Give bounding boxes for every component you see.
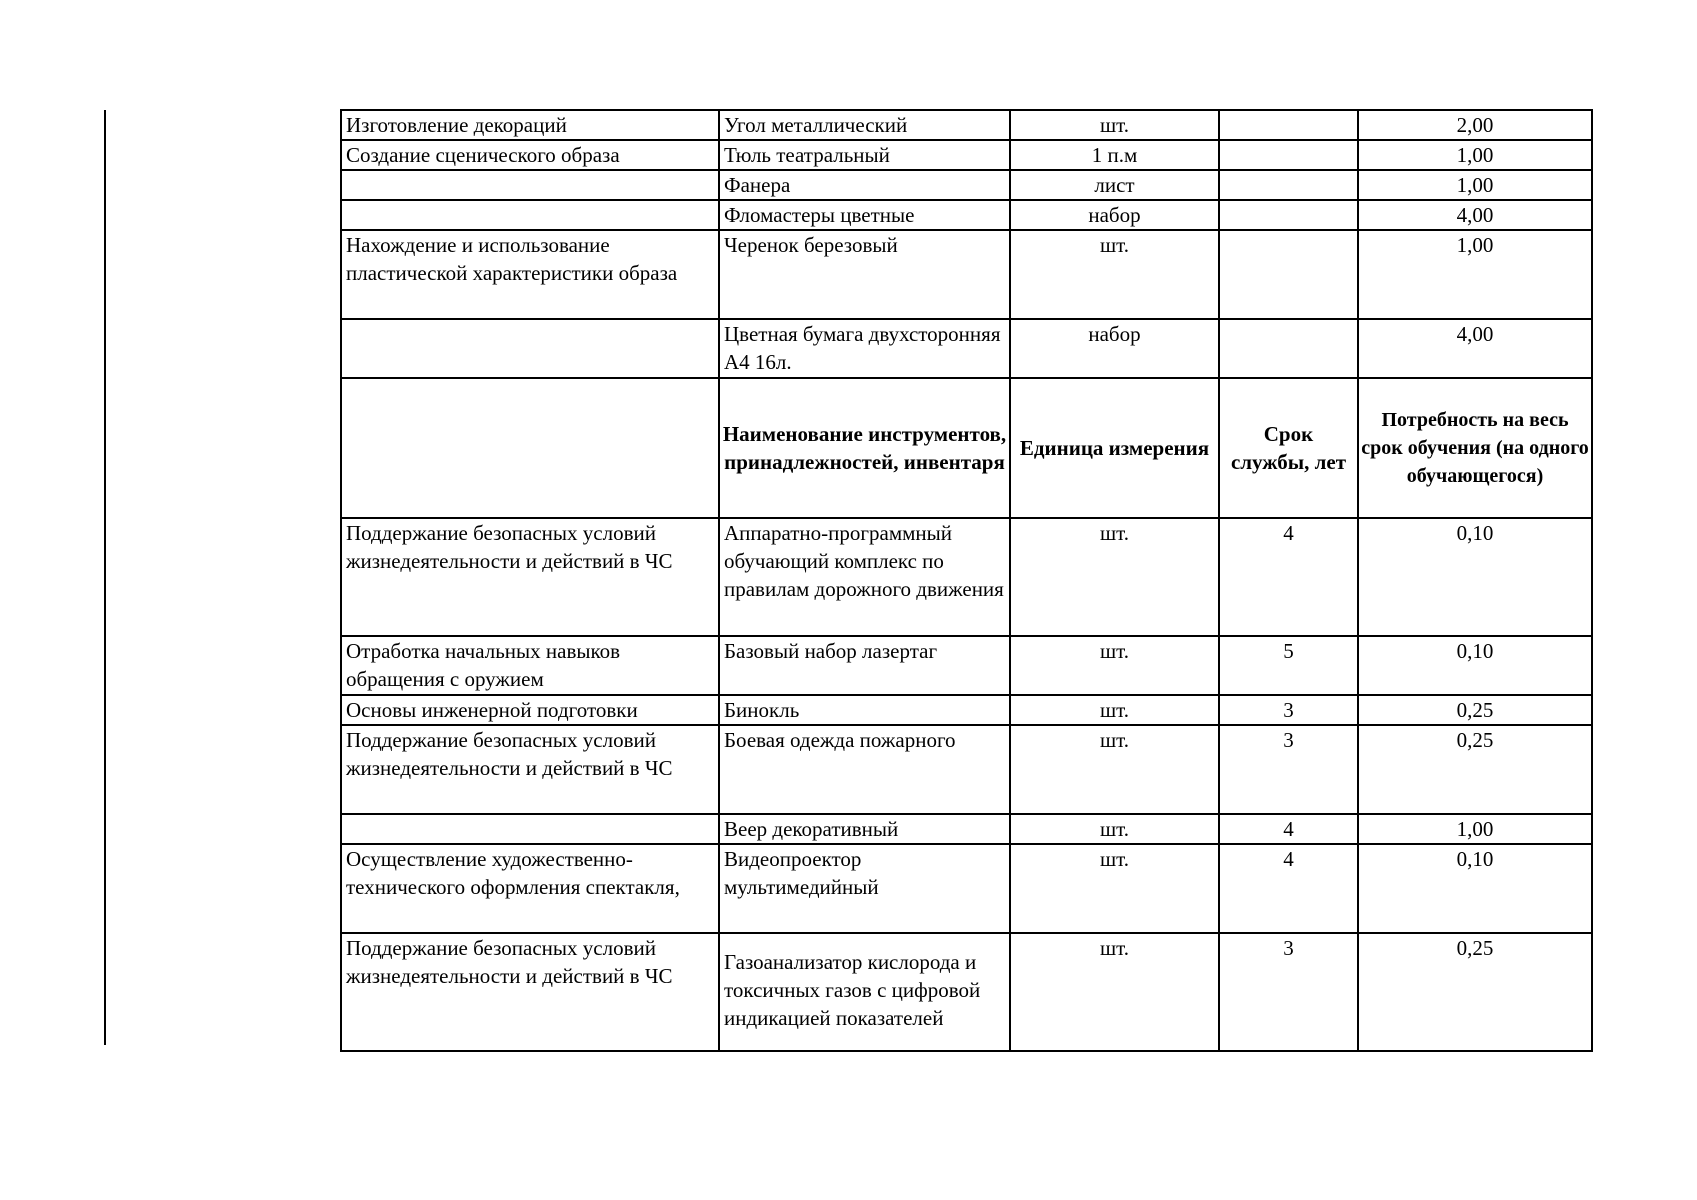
activity-cell: Нахождение и использование пластической характеристики образа — [341, 230, 719, 319]
page-margin-line — [104, 110, 106, 1045]
service-life-cell — [1219, 110, 1358, 140]
need-cell: 0,25 — [1358, 725, 1592, 814]
need-cell: 0,25 — [1358, 695, 1592, 725]
item-cell: Базовый набор лазертаг — [719, 636, 1010, 695]
table-row — [341, 518, 1592, 636]
need-cell: 0,10 — [1358, 636, 1592, 695]
unit-cell: набор — [1010, 200, 1219, 230]
service-life-cell — [1219, 319, 1358, 378]
item-cell: Боевая одежда пожарного — [719, 725, 1010, 814]
unit-cell: шт. — [1010, 518, 1219, 636]
table-header-row — [341, 378, 1592, 518]
table-row — [341, 814, 1592, 844]
unit-cell: шт. — [1010, 814, 1219, 844]
service-life-cell — [1219, 230, 1358, 319]
service-life-cell: 4 — [1219, 814, 1358, 844]
activity-cell — [341, 170, 719, 200]
activity-cell: Создание сценического образа — [341, 140, 719, 170]
table-row — [341, 319, 1592, 378]
service-life-cell: 5 — [1219, 636, 1358, 695]
need-cell: 4,00 — [1358, 319, 1592, 378]
activity-cell — [341, 200, 719, 230]
activity-cell — [341, 814, 719, 844]
item-cell: Аппаратно-программный обучающий комплекс по правилам дорожного движения — [719, 518, 1010, 636]
table-row — [341, 844, 1592, 933]
unit-cell: шт. — [1010, 230, 1219, 319]
item-cell: Веер декоративный — [719, 814, 1010, 844]
table-row — [341, 170, 1592, 200]
table-row — [341, 110, 1592, 140]
table-row — [341, 140, 1592, 170]
service-life-cell — [1219, 200, 1358, 230]
table-row — [341, 200, 1592, 230]
service-life-cell — [1219, 170, 1358, 200]
activity-cell — [341, 319, 719, 378]
activity-cell: Поддержание безопасных условий жизнедеятельности и действий в ЧС — [341, 725, 719, 814]
service-life-cell — [1219, 140, 1358, 170]
activity-cell: Поддержание безопасных условий жизнедеятельности и действий в ЧС — [341, 518, 719, 636]
item-cell: Бинокль — [719, 695, 1010, 725]
table-row — [341, 725, 1592, 814]
service-life-cell: 4 — [1219, 518, 1358, 636]
service-life-cell: 3 — [1219, 695, 1358, 725]
table-row — [341, 636, 1592, 695]
unit-cell: шт. — [1010, 110, 1219, 140]
service-life-cell: 3 — [1219, 933, 1358, 1051]
activity-cell: Изготовление декораций — [341, 110, 719, 140]
header-need: Потребность на весь срок обучения (на одного обучающегося) — [1358, 378, 1592, 518]
table-row — [341, 933, 1592, 1051]
need-cell: 0,25 — [1358, 933, 1592, 1051]
header-unit: Единица измерения — [1010, 378, 1219, 518]
unit-cell: шт. — [1010, 695, 1219, 725]
item-cell: Фанера — [719, 170, 1010, 200]
table-row — [341, 230, 1592, 319]
item-cell: Фломастеры цветные — [719, 200, 1010, 230]
unit-cell: шт. — [1010, 725, 1219, 814]
activity-cell: Отработка начальных навыков обращения с оружием — [341, 636, 719, 695]
unit-cell: 1 п.м — [1010, 140, 1219, 170]
unit-cell: набор — [1010, 319, 1219, 378]
activity-cell: Осуществление художественно-технического оформления спектакля, — [341, 844, 719, 933]
item-cell: Угол металлический — [719, 110, 1010, 140]
need-cell: 1,00 — [1358, 140, 1592, 170]
need-cell: 0,10 — [1358, 518, 1592, 636]
item-cell: Газоанализатор кислорода и токсичных газов с цифровой индикацией показателей — [719, 933, 1010, 1051]
need-cell: 4,00 — [1358, 200, 1592, 230]
equipment-table — [340, 109, 1593, 1052]
header-activity — [341, 378, 719, 518]
unit-cell: лист — [1010, 170, 1219, 200]
header-item-name: Наименование инструментов, принадлежностей, инвентаря — [719, 378, 1010, 518]
service-life-cell: 4 — [1219, 844, 1358, 933]
item-cell: Видеопроектор мультимедийный — [719, 844, 1010, 933]
need-cell: 2,00 — [1358, 110, 1592, 140]
need-cell: 1,00 — [1358, 814, 1592, 844]
activity-cell: Основы инженерной подготовки — [341, 695, 719, 725]
unit-cell: шт. — [1010, 844, 1219, 933]
activity-cell: Поддержание безопасных условий жизнедеятельности и действий в ЧС — [341, 933, 719, 1051]
table-row — [341, 695, 1592, 725]
need-cell: 1,00 — [1358, 170, 1592, 200]
item-cell: Черенок березовый — [719, 230, 1010, 319]
item-cell: Тюль театральный — [719, 140, 1010, 170]
unit-cell: шт. — [1010, 636, 1219, 695]
need-cell: 1,00 — [1358, 230, 1592, 319]
item-cell: Цветная бумага двухсторонняя А4 16л. — [719, 319, 1010, 378]
header-service-life: Срок службы, лет — [1219, 378, 1358, 518]
service-life-cell: 3 — [1219, 725, 1358, 814]
unit-cell: шт. — [1010, 933, 1219, 1051]
need-cell: 0,10 — [1358, 844, 1592, 933]
